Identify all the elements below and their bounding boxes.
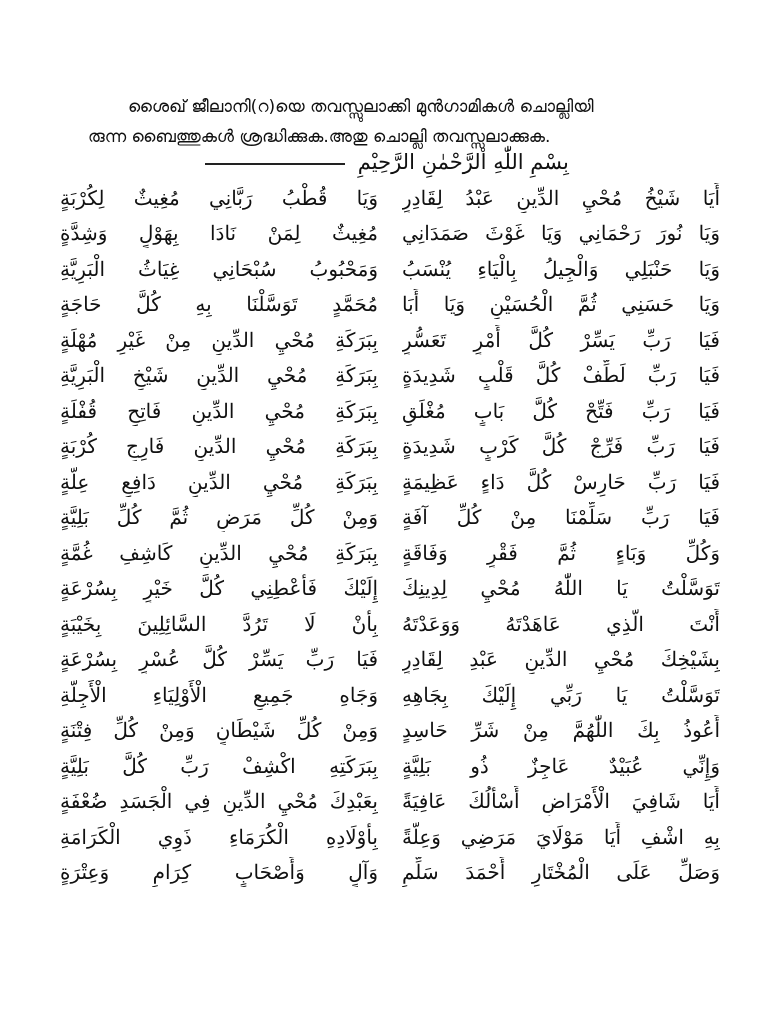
verse-row (60, 322, 720, 358)
verse-second-hemistich: بِبَرَكَتِهِ اكْشِفْ رَبِّ كُلَّ بَلِيَّةٍ (60, 753, 378, 778)
intro-line: രുന്ന ബൈത്തുകൾ ശ്രദ്ധിക്കുക.അതു ചൊല്ലി തവസ്സുലാക്കുക. (88, 127, 551, 147)
verse-first-hemistich: فَيَا رَبِّ لَطِّفْ كُلَّ قَلْبٍ شَدِيدَةٍ (402, 363, 720, 388)
verse-second-hemistich: فَيَا رَبِّ يَسِّرْ كُلَّ عُسْرٍ بِسُرْعَةٍ (60, 647, 378, 672)
verse-second-hemistich: بِأَنْ لَا تَرُدَّ السَّائِلِينَ بِخَيْبَةٍ (60, 611, 378, 636)
verse-second-hemistich: بِبَرَكَةِ مُحْيِ الدِّينِ فَارِجِ كُرْبَةٍ (60, 434, 378, 459)
verse-row (60, 748, 720, 784)
verse-second-hemistich: بِبَرَكَةِ مُحْيِ الدِّينِ مِنْ غَيْرِ مُهْلَةٍ (60, 327, 378, 352)
verse-first-hemistich: فَيَا رَبِّ فَتِّحْ كُلَّ بَابٍ مُغْلَقٍ (402, 398, 720, 423)
verse-second-hemistich: وَآلٍ وَأَصْحَابٍ كِرَامٍ وَعِتْرَةٍ (60, 860, 378, 885)
verse-row (60, 535, 720, 571)
intro-line: ശൈഖ് ജീലാനി(റ)യെ തവസ്സുലാക്കി മുൻഗാമികൾ ചൊല്ലിയി (128, 97, 594, 117)
verse-first-hemistich: وَإِنِّي عُبَيْدٌ عَاجِزٌ ذُو بَلِيَّةٍ (402, 753, 720, 778)
verse-second-hemistich: بِأَوْلَادِهِ الْكُرَمَاءِ ذَوِي الْكَرَامَةِ (60, 824, 378, 849)
verse-first-hemistich: فَيَا رَبِّ سَلِّمْنَا مِنْ كُلِّ آفَةٍ (402, 505, 720, 530)
verse-second-hemistich: بِبَرَكَةِ مُحْيِ الدِّينِ شَيْخِ الْبَرِيَّةِ (60, 363, 378, 388)
verse-second-hemistich: إِلَيْكَ فَأَعْطِنِي كُلَّ خَيْرٍ بِسُرْعَةٍ (60, 576, 378, 601)
verse-first-hemistich: وَيَا حَنْبَلِي وَالْجِيلُ بِالْيَاءِ يُنْسَبُ (402, 256, 720, 281)
verse-first-hemistich: وَيَا حَسَنِي ثُمَّ الْحُسَيْنِ وَيَا أَبَا (402, 292, 720, 317)
verse-row (60, 642, 720, 678)
verse-row (60, 287, 720, 323)
verse-row (60, 606, 720, 642)
verse-row (60, 855, 720, 891)
verse-first-hemistich: فَيَا رَبِّ يَسِّرْ كُلَّ أَمْرٍ تَعَسُّرٍ (402, 327, 720, 352)
verse-row (60, 429, 720, 465)
verse-second-hemistich: بِبَرَكَةِ مُحْيِ الدِّينِ كَاشِفِ غُمَّةٍ (60, 540, 378, 565)
verse-second-hemistich: وَمِنْ كُلِّ شَيْطَانٍ وَمِنْ كُلِّ فِتْنَةٍ (60, 718, 378, 743)
verse-row (60, 393, 720, 429)
verse-row (60, 784, 720, 820)
verse-first-hemistich: أَنْتَ الَّذِي عَاهَدْتَهُ وَوَعَدْتَهُ (402, 611, 720, 636)
verse-first-hemistich: أَعُوذُ بِكَ اللّٰهُمَّ مِنْ شَرِّ حَاسِدٍ (402, 718, 720, 743)
verse-row (60, 819, 720, 855)
verse-first-hemistich: تَوَسَّلْتُ يَا رَبِّي إِلَيْكَ بِجَاهِهِ (402, 682, 720, 707)
verse-first-hemistich: وَيَا نُورَ رَحْمَانِي وَيَا غَوْثَ صَمَدَانِي (402, 221, 720, 246)
verse-row (60, 713, 720, 749)
verse-second-hemistich: بِعَبْدِكَ مُحْيِ الدِّينِ فِي الْجَسَدِ ضُعْفَةٍ (60, 789, 378, 814)
verse-second-hemistich: وَيَا قُطْبُ رَبَّانِي مُغِيثٌ لِكُرْبَةٍ (60, 185, 378, 210)
basmala-heading (0, 150, 768, 174)
verse-row (60, 358, 720, 394)
verse-first-hemistich: فَيَا رَبِّ فَرِّجْ كُلَّ كَرْبٍ شَدِيدَةٍ (402, 434, 720, 459)
verse-first-hemistich: بِهِ اشْفِ أَيَا مَوْلَايَ مَرَضِي وَعِلَّةً (402, 824, 720, 849)
verse-first-hemistich: أَيَا شَافِيَ الْأَمْرَاضِ أَسْأَلُكَ عَافِيَةً (402, 789, 720, 814)
verse-first-hemistich: وَصَلِّ عَلَى الْمُخْتَارِ أَحْمَدَ سَلِّمٍ (402, 860, 720, 885)
intro-paragraph (88, 92, 728, 152)
verse-first-hemistich: تَوَسَّلْتُ يَا اللّٰهُ مُحْيِ لِدِينِكَ (402, 576, 720, 601)
verse-row (60, 251, 720, 287)
verse-row (60, 571, 720, 607)
verse-row (60, 500, 720, 536)
poem (60, 180, 720, 890)
basmala-rule (205, 163, 345, 165)
verse-first-hemistich: بِشَيْخِكَ مُحْيِ الدِّينِ عَبْدِ لِقَادِرٍ (402, 647, 720, 672)
basmala-text: بِسْمِ اللّٰهِ الرَّحْمٰنِ الرَّحِيْمِ (357, 150, 569, 174)
verse-row (60, 216, 720, 252)
verse-second-hemistich: مُغِيثٌ لِمَنْ نَادَا بِهَوْلٍ وَشِدَّةٍ (60, 221, 378, 246)
verse-row (60, 677, 720, 713)
verse-second-hemistich: بِبَرَكَةِ مُحْيِ الدِّينِ فَاتِحِ قُفْلَةٍ (60, 398, 378, 423)
verse-second-hemistich: مُحَمَّدٍ تَوَسَّلْنَا بِهِ كُلَّ حَاجَةٍ (60, 292, 378, 317)
verse-second-hemistich: وَجَاهِ جَمِيعِ الْأَوْلِيَاءِ الْأَجِلَّةِ (60, 682, 378, 707)
verse-first-hemistich: أَيَا شَيْخُ مُحْيِ الدِّينِ عَبْدُ لِقَادِرٍ (402, 185, 720, 210)
verse-row (60, 464, 720, 500)
verse-first-hemistich: فَيَا رَبِّ حَارِسْ كُلَّ دَاءٍ عَظِيمَةٍ (402, 469, 720, 494)
verse-second-hemistich: بِبَرَكَةِ مُحْيِ الدِّينِ دَافِعِ عِلَّةٍ (60, 469, 378, 494)
verse-second-hemistich: وَمِنْ كُلِّ مَرَضٍ ثُمَّ كُلِّ بَلِيَّةٍ (60, 505, 378, 530)
verse-row (60, 180, 720, 216)
verse-first-hemistich: وَكُلِّ وَبَاءٍ ثُمَّ فَقْرٍ وَفَاقَةٍ (402, 540, 720, 565)
verse-second-hemistich: وَمَحْبُوبُ سُبْحَانِي غِيَاثُ الْبَرِيَّةِ (60, 256, 378, 281)
